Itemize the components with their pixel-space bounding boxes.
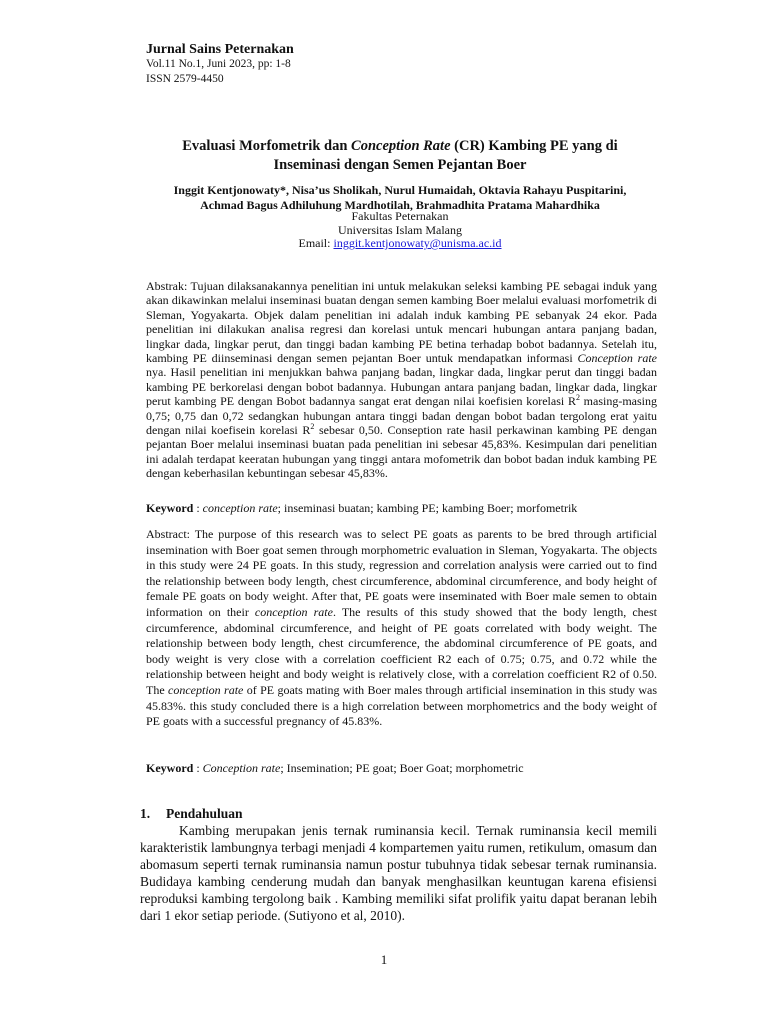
- keyword-italic: Conception rate: [202, 761, 281, 775]
- title-italic: Conception Rate: [351, 138, 451, 154]
- keyword-list: ; Insemination; PE goat; Boer Goat; morphometric: [280, 761, 524, 775]
- university: Universitas Islam Malang: [338, 222, 462, 237]
- section-heading: [140, 805, 657, 822]
- superscript: 2: [310, 422, 315, 432]
- title-line-2: Inseminasi dengan Semen Pejantan Boer: [273, 157, 527, 173]
- keyword-label: Keyword: [146, 761, 194, 775]
- email-line: [110, 237, 690, 251]
- journal-issn: ISSN 2579-4450: [146, 73, 224, 85]
- journal-name: Jurnal Sains Peternakan: [146, 42, 294, 57]
- abstract-english-paragraph: [146, 527, 657, 730]
- abstract-italic: conception rate: [254, 604, 333, 619]
- keywords-english: [146, 761, 657, 776]
- abstrak-paragraph: [146, 279, 657, 481]
- authors-line-1: Inggit Kentjonowaty*, Nisa’us Sholikah, Nurul Humaidah, Oktavia Rahayu Puspitarini,: [173, 183, 627, 197]
- section-number: 1.: [140, 806, 151, 821]
- section-title: Pendahuluan: [166, 806, 243, 821]
- title-part-1: Evaluasi Morfometrik dan: [182, 138, 352, 154]
- journal-volume: Vol.11 No.1, Juni 2023, pp: 1-8: [146, 58, 291, 70]
- keyword-italic: conception rate: [202, 501, 278, 515]
- abstract-text: Abstract: The purpose of this research was to select PE goats as parents to be bred through artificial insemination with Boer goat semen through morphometric evaluation in Sleman, Yogyakarta. The objects in this study were 24 PE goats. In this study, regression and correlation analysis were carried out to find the relationship between body length, chest circumference, abdominal circumference, and body height of female PE goats on body weight. After that, PE goats were inseminated with Boer male semen to obtain information on their: [146, 527, 657, 619]
- title-part-2: (CR) Kambing PE yang di: [450, 138, 618, 154]
- abstrak-text: sebesar 0,50. Conseption rate hasil perkawinan kambing PE dengan pejantan Boer melalui inseminasi buatan pada penelitian ini sebesar 45,83%. Kesimpulan dari penelitian ini adalah terdapat keeratan hubungan yang tinggi antara mofometrik dan bobot badan induk kambing PE dengan keberhasilan kebuntingan sebesar 45,83%.: [146, 423, 657, 481]
- abstrak-text: masing-masing 0,75; 0,75 dan 0,72 sedangkan hubungan antara tinggi badan dengan bobot badan tergolong erat yaitu dengan nilai koefisein korelasi R: [146, 394, 658, 438]
- paper-title: [120, 137, 680, 175]
- affiliation: [110, 210, 690, 251]
- keyword-label: Keyword: [146, 501, 194, 515]
- authors-line-2: Achmad Bagus Adhiluhung Mardhotilah, Brahmadhita Pratama Mahardhika: [200, 198, 600, 212]
- keyword-separator: :: [193, 501, 203, 515]
- section-body: Kambing merupakan jenis ternak ruminansia kecil. Ternak ruminansia kecil memili karakteristik lambungnya terbagi menjadi 4 kompartemen yaitu rumen, retikulum, omasum dan abomasum seperti ternak ruminansia namun postur tubuhnya tidak sebesar ternak ruminansia. Budidaya kambing cenderung mudah dan banyak menghasilkan keuntugan karena efisiensi reproduksi kambing tergolong baik . Kambing memiliki sifat prolifik yaitu dapat beranan lebih dari 1 ekor setiap periode. (Sutiyono et al, 2010).: [140, 823, 657, 923]
- email-link[interactable]: inggit.kentjonowaty@unisma.ac.id: [333, 236, 502, 250]
- superscript: 2: [575, 393, 580, 403]
- abstrak-text: Abstrak: Tujuan dilaksanakannya penelitian ini untuk melakukan seleksi kambing PE sebagai induk yang akan dikawinkan melalui inseminasi buatan dengan semen kambing Boer melalui evaluasi morfometrik di Sleman, Yogyakarta. Objek dalam penelitian ini adalah induk kambing PE sebanyak 24 ekor. Pada penelitian ini dilakukan analisa regresi dan korelasi untuk mencari hubungan antara panjang badan, lingkar dada, lingkar perut, dan tinggi badan kambing PE betina terhadap bobot badannya. Setelah itu, kambing PE diinseminasi dengan semen pejantan Boer untuk mendapatkan informasi: [146, 279, 657, 366]
- email-label: Email:: [298, 236, 334, 250]
- keyword-list: ; inseminasi buatan; kambing PE; kambing Boer; morfometrik: [277, 501, 578, 515]
- faculty: Fakultas Peternakan: [351, 209, 449, 223]
- abstrak-italic: Conception rate: [577, 351, 657, 366]
- keyword-separator: :: [193, 761, 203, 775]
- abstrak-text: nya. Hasil penelitian ini menjukkan bahwa panjang badan, lingkar dada, lingkar perut dan tinggi badan kambing PE berkorelasi dengan bobot badannya. Hubungan antara panjang badan, lingkar dada, lingkar perut kambing PE dengan Bobot badannya sangat erat dengan nilai koefisien korelasi R: [146, 365, 657, 409]
- section-pendahuluan: [140, 805, 657, 924]
- page-number: 1: [380, 952, 388, 967]
- abstract-text: of PE goats mating with Boer males through artificial insemination in this study was 45.83%. this study concluded there is a high correlation between morphometrics and the body weight of PE goats with a successful pregnancy of 45.83%.: [146, 682, 657, 729]
- abstract-italic: conception rate: [168, 682, 244, 697]
- abstract-text: . The results of this study showed that the body length, chest circumference, abdominal circumference, and height of PE goats correlated with body weight. The relationship between body length, chest circumference, the abdominal circumference of PE goats, and body weight is very close with a correlation coefficient R2 each of 0.75; 0.75, and 0.72 while the relationship between height and body weight is relatively close, with a correlation coefficient R2 of 0.50. The: [146, 604, 657, 697]
- keywords-indonesian: [146, 501, 657, 516]
- journal-header: [146, 42, 294, 87]
